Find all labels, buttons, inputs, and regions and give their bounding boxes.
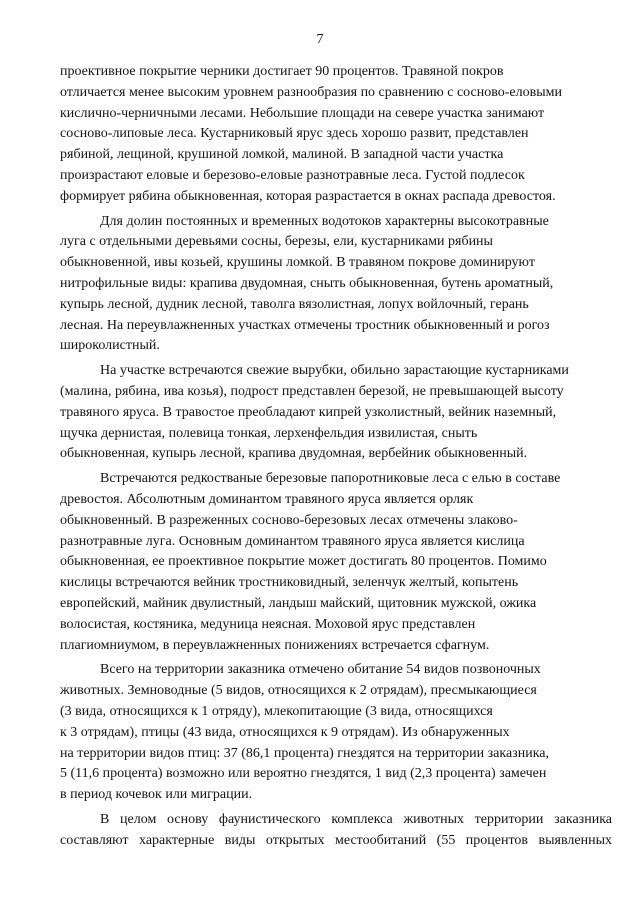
- text-line: На участке встречаются свежие вырубки, обильно зарастающие кустарниками: [100, 363, 569, 379]
- text-line: купырь лесной, дудник лесной, таволга вязолистная, лопух войлочный, герань: [60, 296, 529, 312]
- text-line: щучка дернистая, полевица тонкая, лерхенфельдия извилистая, сныть: [60, 425, 478, 441]
- text-line: обыкновенной, ивы козьей, крушины ломкой. В травяном покрове доминируют: [60, 255, 535, 271]
- text-line: Встречаются редкостваные березовые папоротниковые леса с елью в составе: [100, 471, 561, 487]
- text-line: древостоя. Абсолютным доминантом травяного яруса является орляк: [60, 491, 474, 507]
- text-line: Всего на территории заказника отмечено обитание 54 видов позвоночных: [100, 662, 541, 678]
- text-line: волосистая, костяника, медуница неясная. Моховой ярус представлен: [60, 616, 476, 632]
- text-line: (малина, рябина, ива козья), подрост представлен березой, не превышающей высоту: [60, 383, 564, 399]
- text-line: Для долин постоянных и временных водотоков характерны высокотравные: [100, 213, 549, 229]
- text-line: обыкновенный. В разреженных сосново-березовых лесах отмечены злаково-: [60, 512, 518, 528]
- text-line: сосново-липовые леса. Кустарниковый ярус здесь хорошо развит, представлен: [60, 126, 529, 142]
- text-line: В целом основу фаунистического комплекса животных территории заказника: [100, 811, 612, 827]
- text-line: обыкновенная, купырь лесной, крапива двудомная, вербейник обыкновенный.: [60, 446, 528, 462]
- text-line: в период кочевок или миграции.: [60, 787, 253, 803]
- page-number: 7: [316, 32, 324, 47]
- text-line: составляют характерные виды открытых местообитаний (55 процентов выявленных: [60, 832, 612, 848]
- text-line: нитрофильные виды: крапива двудомная, сныть обыкновенная, бутень ароматный,: [60, 275, 554, 291]
- text-line: кислично-черничными лесами. Небольшие площади на севере участка занимают: [60, 105, 545, 121]
- text-line: плагиомниумом, в переувлажненных понижениях встречается сфагнум.: [60, 637, 490, 653]
- paragraph-birch-fern-forests: [60, 469, 612, 656]
- text-line: проективное покрытие черники достигает 90 процентов. Травяной покров: [60, 64, 504, 79]
- paragraph-faunistic-complex: [60, 810, 612, 852]
- paragraph-vertebrate-fauna: [60, 660, 612, 806]
- document-body: [60, 62, 612, 851]
- text-line: на территории видов птиц: 37 (86,1 процента) гнездятся на территории заказника,: [60, 745, 550, 761]
- text-line: европейский, майник двулистный, ландыш майский, щитовник мужской, ожика: [60, 595, 537, 611]
- text-line: лесная. На переувлажненных участках отмечены тростник обыкновенный и рогоз: [60, 317, 550, 333]
- paragraph-river-valley-meadows: [60, 212, 612, 358]
- text-line: произрастают еловые и березово-еловые разнотравные леса. Густой подлесок: [60, 167, 525, 183]
- text-line: луга с отдельными деревьями сосны, березы, ели, кустарниками рябины: [60, 234, 493, 250]
- text-line: кислицы встречаются вейник тростниковидный, зеленчук желтый, копытень: [60, 575, 519, 591]
- text-line: широколистный.: [60, 338, 160, 354]
- paragraph-clearcuts: [60, 361, 612, 465]
- text-line: травяного яруса. В травостое преобладают кипрей узколистный, вейник наземный,: [60, 404, 557, 420]
- text-line: (3 вида, относящихся к 1 отряду), млекопитающие (3 вида, относящихся: [60, 703, 493, 719]
- text-line: животных. Земноводные (5 видов, относящихся к 2 отрядам), пресмыкающиеся: [60, 683, 537, 699]
- text-line: к 3 отрядам), птицы (43 вида, относящихся к 9 отрядам). Из обнаруженных: [60, 724, 510, 740]
- text-line: обыкновенная, ее проективное покрытие может достигать 80 процентов. Помимо: [60, 554, 547, 570]
- text-line: отличается менее высоким уровнем разнообразия по сравнению с сосново-еловыми: [60, 84, 562, 100]
- text-line: рябиной, лещиной, крушиной ломкой, малиной. В западной части участка: [60, 147, 504, 163]
- text-line: 5 (11,6 процента) возможно или вероятно гнездятся, 1 вид (2,3 процента) замечен: [60, 766, 547, 782]
- text-line: разнотравные луга. Основным доминантом травяного яруса является кислица: [60, 533, 525, 549]
- paragraph-blueberry-forests: [60, 62, 612, 208]
- text-line: формирует рябина обыкновенная, которая разрастается в окнах распада древостоя.: [60, 188, 556, 204]
